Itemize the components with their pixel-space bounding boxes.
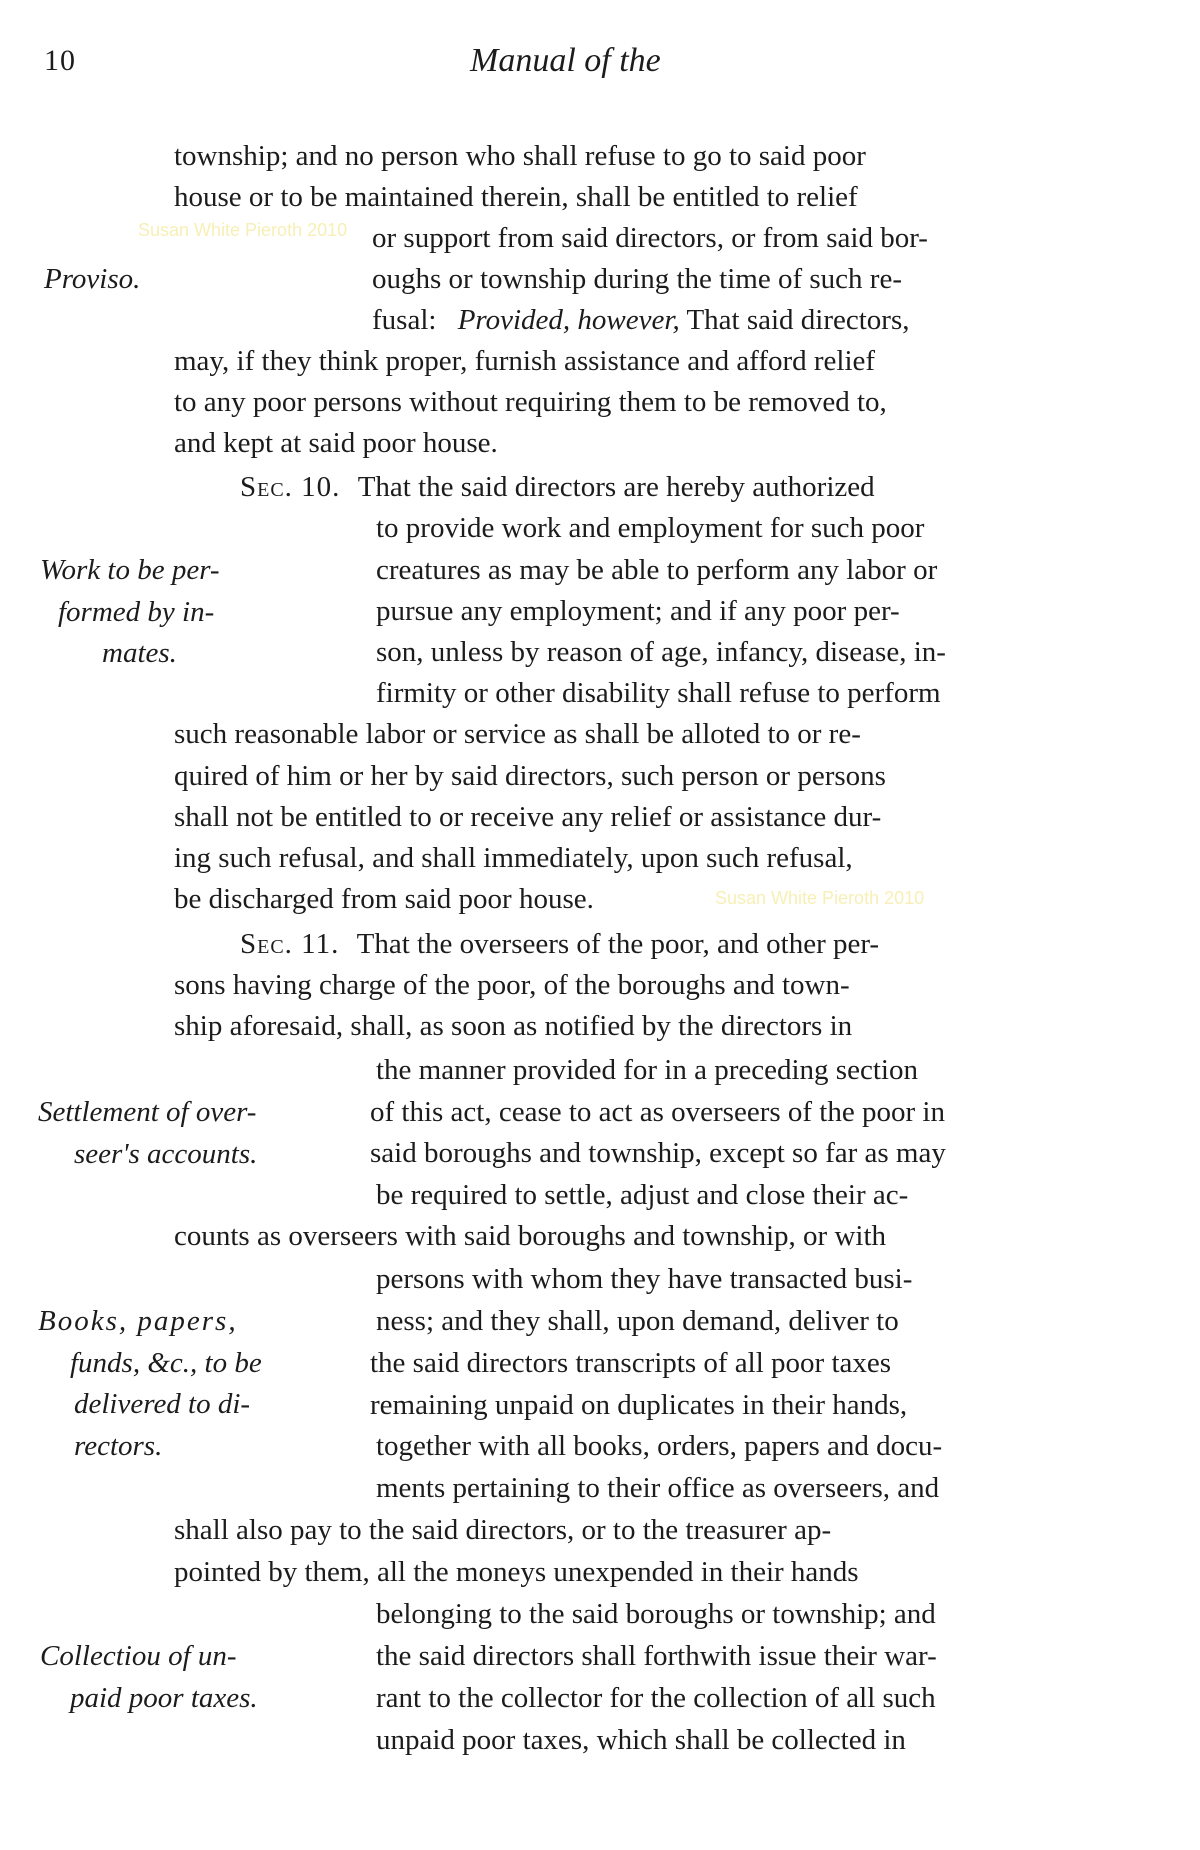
watermark-text: Susan White Pieroth 2010 (715, 888, 925, 908)
text-span: ing such refusal, and shall immediately, upon such refusal, (174, 842, 853, 874)
text-span: and kept at said poor house. (174, 427, 498, 459)
page-number: 10 (44, 44, 76, 77)
italic-however: however, (577, 304, 680, 336)
body-line (174, 756, 886, 798)
body-line (370, 1092, 945, 1134)
text-span: be required to settle, adjust and close their ac- (376, 1179, 909, 1211)
body-line (174, 1006, 852, 1048)
body-line (174, 714, 861, 756)
body-line (370, 1385, 907, 1427)
text-span: ments pertaining to their office as overseers, and (376, 1472, 940, 1504)
text-span: That said directors, (686, 304, 910, 336)
body-line (240, 924, 879, 966)
body-line (174, 423, 498, 465)
margin-note-line: Proviso. (44, 263, 141, 295)
margin-note-line: seer's accounts. (74, 1137, 258, 1170)
body-line (376, 673, 941, 715)
text-span: belonging to the said boroughs or township; and (376, 1598, 936, 1630)
body-line (376, 1050, 918, 1092)
body-line (376, 1175, 908, 1217)
text-span: quired of him or her by said directors, such person or persons (174, 760, 886, 792)
body-line (376, 508, 924, 550)
text-span: may, if they think proper, furnish assistance and afford relief (174, 345, 876, 377)
text-span: That the overseers of the poor, and other per- (356, 928, 880, 960)
text-span: fusal: (372, 304, 437, 336)
text-span: house or to be maintained therein, shall be entitled to relief (174, 181, 858, 213)
section-number-10: Sec. 10. (240, 471, 341, 503)
text-span: creatures as may be able to perform any labor or (376, 554, 938, 586)
text-span: persons with whom they have transacted busi- (376, 1263, 913, 1295)
body-line (372, 300, 910, 342)
text-span: shall also pay to the said directors, or to the treasurer ap- (174, 1514, 832, 1546)
text-span: pursue any employment; and if any poor per- (376, 595, 900, 627)
text-span: rant to the collector for the collection of all such (376, 1682, 936, 1714)
body-line (174, 1510, 831, 1552)
text-span: That the said directors are hereby authorized (357, 471, 875, 503)
text-span: son, unless by reason of age, infancy, disease, in- (376, 636, 946, 668)
margin-note-line: Collectiou of un- (40, 1640, 237, 1672)
margin-note-line: delivered to di- (74, 1388, 251, 1420)
body-line (372, 259, 902, 301)
body-line (174, 1216, 886, 1258)
text-span: to provide work and employment for such poor (376, 512, 925, 544)
margin-note-line: rectors. (74, 1429, 163, 1462)
body-line (174, 382, 887, 424)
text-span: pointed by them, all the moneys unexpended in their hands (174, 1556, 859, 1588)
italic-provided: Provided, (457, 304, 571, 336)
body-line (376, 591, 900, 633)
text-span: be discharged from said poor house. (174, 883, 594, 915)
margin-note-line: paid poor taxes. (70, 1681, 258, 1714)
body-line (174, 177, 858, 219)
text-span: ship aforesaid, shall, as soon as notified by the directors in (174, 1010, 853, 1042)
text-span: of this act, cease to act as overseers of the poor in (370, 1096, 945, 1128)
text-span: together with all books, orders, papers and docu- (376, 1430, 943, 1462)
text-span: the said directors transcripts of all poor taxes (370, 1347, 892, 1379)
body-line (376, 1720, 906, 1762)
margin-note-line: Settlement of over- (38, 1096, 257, 1128)
text-span: firmity or other disability shall refuse to perform (376, 677, 941, 709)
margin-note-line: Books, papers, (38, 1305, 238, 1337)
body-line (174, 1552, 859, 1594)
body-line (174, 136, 866, 178)
margin-note-settlement (38, 1092, 338, 1175)
margin-note-line: Work to be per- (40, 554, 220, 586)
body-line (376, 1426, 942, 1468)
body-line (376, 550, 937, 592)
body-line (376, 1636, 937, 1678)
text-span: oughs or township during the time of such re- (372, 263, 902, 295)
body-line (174, 879, 594, 921)
body-line (370, 1133, 946, 1175)
body-line (174, 341, 875, 383)
text-span: counts as overseers with said boroughs and township, or with (174, 1220, 887, 1252)
body-line (376, 1468, 939, 1510)
text-span: said boroughs and township, except so far as may (370, 1137, 946, 1169)
running-title: Manual of the (470, 42, 661, 79)
body-line (370, 1343, 891, 1385)
body-line (174, 838, 853, 880)
text-span: to any poor persons without requiring them to be removed to, (174, 386, 887, 418)
margin-note-line: formed by in- (58, 595, 215, 628)
text-span: unpaid poor taxes, which shall be collected in (376, 1724, 906, 1756)
body-line (376, 1594, 936, 1636)
body-line (174, 797, 881, 839)
text-span: such reasonable labor or service as shall be alloted to or re- (174, 718, 861, 750)
margin-note-line: funds, &c., to be (70, 1346, 262, 1379)
margin-note-collection (40, 1636, 340, 1719)
text-span: township; and no person who shall refuse to go to said poor (174, 140, 866, 172)
margin-note-work (40, 550, 340, 675)
watermark-text: Susan White Pieroth 2010 (138, 220, 348, 240)
text-span: shall not be entitled to or receive any relief or assistance dur- (174, 801, 882, 833)
text-span: the said directors shall forthwith issue their war- (376, 1640, 937, 1672)
margin-note-line: mates. (102, 637, 177, 669)
body-line (376, 632, 946, 674)
body-line (372, 218, 928, 260)
body-line (376, 1259, 912, 1301)
margin-note-proviso (44, 259, 140, 301)
body-line (174, 965, 850, 1007)
text-span: or support from said directors, or from said bor- (372, 222, 928, 254)
body-line (240, 467, 875, 509)
text-span: remaining unpaid on duplicates in their hands, (370, 1389, 908, 1421)
text-span: ness; and they shall, upon demand, deliver to (376, 1305, 899, 1337)
text-span: sons having charge of the poor, of the boroughs and town- (174, 969, 850, 1001)
body-line (376, 1301, 899, 1343)
text-span: the manner provided for in a preceding section (376, 1054, 918, 1086)
margin-note-books (38, 1301, 338, 1467)
body-line (376, 1678, 936, 1720)
section-number-11: Sec. 11. (240, 928, 340, 960)
